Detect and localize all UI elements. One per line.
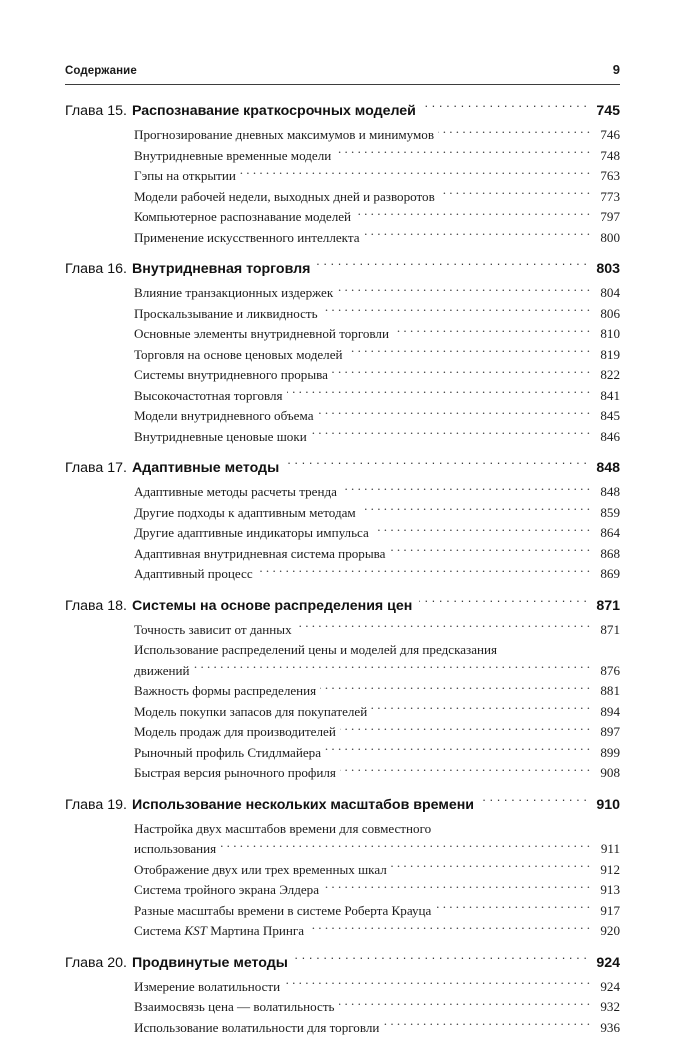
dot-leader bbox=[317, 259, 587, 273]
dot-leader bbox=[320, 682, 590, 695]
dot-leader bbox=[323, 881, 590, 894]
toc-entry-page-number: 810 bbox=[600, 326, 620, 341]
chapter-heading[interactable] bbox=[65, 793, 620, 817]
toc-entry-page-number: 864 bbox=[600, 525, 620, 540]
dot-leader bbox=[257, 565, 590, 578]
toc-entry[interactable] bbox=[134, 997, 620, 1018]
chapter-block bbox=[65, 99, 620, 248]
toc-entry-page-number: 899 bbox=[600, 744, 620, 760]
toc-entry-page-number: 932 bbox=[600, 999, 620, 1014]
toc-entry-page-number: 797 bbox=[600, 209, 620, 224]
chapter-page-number: 871 bbox=[596, 597, 620, 614]
toc-entry-title: Внутридневные временные модели bbox=[134, 147, 332, 163]
chapter-page-number: 745 bbox=[596, 103, 620, 119]
toc-entry-title: Модели рабочей недели, выходных дней и разворотов bbox=[134, 188, 435, 204]
chapter-page-number: 924 bbox=[596, 954, 620, 971]
chapter-label: Глава 16. bbox=[65, 261, 127, 277]
chapter-entry-list bbox=[65, 482, 620, 585]
toc-entry-page-number: 881 bbox=[600, 683, 620, 698]
toc-entry-page-number: 868 bbox=[600, 545, 620, 561]
toc-entry[interactable] bbox=[134, 544, 620, 565]
dot-leader bbox=[335, 146, 590, 159]
toc-entry[interactable] bbox=[134, 125, 620, 146]
toc-entry-title: Система тройного экрана Элдера bbox=[134, 882, 320, 897]
toc-entry-page-number: 859 bbox=[600, 504, 620, 520]
toc-entry[interactable] bbox=[134, 482, 620, 503]
toc-entry[interactable] bbox=[134, 146, 620, 167]
toc-entry-title: Точность зависит от данных bbox=[134, 621, 292, 637]
toc-entry[interactable] bbox=[134, 977, 620, 998]
toc-entry-title: Системы внутридневного прорыва bbox=[134, 367, 328, 382]
toc-entry-title: Важность формы распределения bbox=[134, 683, 317, 698]
toc-entry-page-number: 819 bbox=[600, 346, 620, 362]
toc-entry-title: Применение искусственного интеллекта bbox=[134, 229, 360, 245]
toc-entry-page-number: 897 bbox=[600, 724, 620, 739]
toc-entry-page-number: 848 bbox=[600, 484, 620, 499]
toc-entry-page-number: 746 bbox=[600, 127, 620, 142]
toc-entry[interactable] bbox=[134, 345, 620, 366]
chapter-title: Системы на основе распределения цен bbox=[132, 597, 413, 614]
toc-entry-title: Торговля на основе ценовых моделей bbox=[134, 346, 343, 362]
chapter-heading[interactable] bbox=[65, 257, 620, 281]
toc-entry-title: Влияние транзакционных издержек bbox=[134, 285, 334, 300]
dot-leader bbox=[360, 503, 590, 516]
dot-leader bbox=[340, 723, 590, 736]
toc-entry-title: Разные масштабы времени в системе Роберта Крауца bbox=[134, 902, 432, 918]
toc-entry-title: Взаимосвязь цена — волатильность bbox=[134, 999, 335, 1014]
chapter-title: Продвинутые методы bbox=[132, 954, 288, 971]
dot-leader bbox=[383, 1018, 590, 1031]
toc-entry-title: Измерение волатильности bbox=[134, 978, 281, 994]
toc-entry-title: Основные элементы внутридневной торговли bbox=[134, 326, 389, 341]
toc-entry-title: Модель продаж для производителей bbox=[134, 724, 336, 739]
toc-entry-title-suffix: Мартина Принга bbox=[206, 923, 305, 938]
dot-leader bbox=[332, 366, 590, 379]
toc-entry-title: Модель покупки запасов для покупателей bbox=[134, 703, 368, 719]
dot-leader bbox=[373, 524, 590, 537]
dot-leader bbox=[337, 284, 590, 297]
toc-entry[interactable] bbox=[134, 860, 620, 881]
chapter-label: Глава 17. bbox=[65, 460, 127, 476]
toc-entry[interactable] bbox=[134, 722, 620, 743]
toc-entry[interactable] bbox=[134, 640, 620, 681]
dot-leader bbox=[286, 458, 587, 472]
dot-leader bbox=[347, 345, 590, 358]
toc-entry-title: Отображение двух или трех временных шкал bbox=[134, 861, 387, 877]
chapter-heading[interactable] bbox=[65, 594, 620, 618]
toc-entry-page-number: 913 bbox=[600, 882, 620, 897]
dot-leader bbox=[296, 620, 590, 633]
dot-leader bbox=[340, 764, 590, 777]
toc-entry-page-number: 894 bbox=[600, 703, 620, 719]
dot-leader bbox=[295, 952, 587, 966]
toc-entry-page-number: 908 bbox=[600, 765, 620, 780]
dot-leader bbox=[311, 427, 590, 440]
toc-entry[interactable] bbox=[134, 819, 620, 860]
chapter-title: Адаптивные методы bbox=[132, 460, 280, 476]
chapter-label: Глава 15. bbox=[65, 103, 127, 119]
toc-entry[interactable] bbox=[134, 702, 620, 723]
toc-entry[interactable] bbox=[134, 283, 620, 304]
chapter-label: Глава 19. bbox=[65, 796, 127, 813]
dot-leader bbox=[435, 901, 590, 914]
toc-entry-title: Проскальзывание и ликвидность bbox=[134, 305, 318, 321]
toc-entry-page-number: 800 bbox=[600, 229, 620, 245]
toc-entry-title: Другие адаптивные индикаторы импульса bbox=[134, 525, 369, 540]
toc-entry-title: Использование волатильности для торговли bbox=[134, 1019, 380, 1035]
dot-leader bbox=[220, 840, 590, 853]
chapter-page-number: 848 bbox=[596, 460, 620, 476]
toc-entry-page-number: 846 bbox=[600, 428, 620, 444]
toc-entry[interactable] bbox=[134, 304, 620, 325]
toc-entry-title: Высокочастотная торговля bbox=[134, 387, 283, 403]
toc-entry-page-number: 841 bbox=[600, 387, 620, 403]
toc-entry[interactable] bbox=[134, 207, 620, 228]
chapter-title: Использование нескольких масштабов времени bbox=[132, 796, 475, 813]
dot-leader bbox=[341, 483, 590, 496]
chapter-title: Распознавание краткосрочных моделей bbox=[132, 103, 416, 119]
chapter-entry-list bbox=[65, 283, 620, 447]
chapter-label: Глава 20. bbox=[65, 954, 127, 971]
toc-entry-page-number: 924 bbox=[600, 978, 620, 994]
toc-entry-page-number: 936 bbox=[600, 1019, 620, 1035]
toc-entry-page-number: 845 bbox=[600, 408, 620, 423]
chapter-block bbox=[65, 257, 620, 447]
toc-entry-page-number: 804 bbox=[600, 285, 620, 300]
toc-entry-page-number: 763 bbox=[600, 168, 620, 183]
running-head-title: Содержание bbox=[65, 65, 137, 77]
toc-entry-title-prefix: Система bbox=[134, 923, 185, 938]
dot-leader bbox=[284, 977, 590, 990]
toc-entry-title: Компьютерное распознавание моделей bbox=[134, 209, 352, 224]
chapter-page-number: 803 bbox=[596, 261, 620, 277]
chapter-heading[interactable] bbox=[65, 99, 620, 123]
toc-entry-line2 bbox=[134, 661, 620, 682]
toc-entry[interactable] bbox=[134, 365, 620, 386]
toc-entry-page-number: 920 bbox=[600, 923, 620, 938]
toc-entry-page-number: 773 bbox=[600, 188, 620, 204]
chapter-page-number: 910 bbox=[596, 796, 620, 813]
dot-leader bbox=[423, 101, 587, 115]
toc-entry-title: Адаптивная внутридневная система прорыва bbox=[134, 545, 386, 561]
toc-entry[interactable] bbox=[134, 901, 620, 922]
toc-entry-title-line1: Настройка двух масштабов времени для совместного bbox=[134, 820, 432, 836]
chapter-title: Внутридневная торговля bbox=[132, 261, 311, 277]
toc-entry-title: Прогнозирование дневных максимумов и минимумов bbox=[134, 127, 435, 142]
toc-entry[interactable] bbox=[134, 166, 620, 187]
toc-entry[interactable] bbox=[134, 523, 620, 544]
toc-entry[interactable] bbox=[134, 187, 620, 208]
header-divider bbox=[65, 84, 620, 85]
toc-entry[interactable] bbox=[134, 743, 620, 764]
toc-entry[interactable] bbox=[134, 620, 620, 641]
dot-leader bbox=[391, 860, 590, 873]
toc-entry-page-number: 912 bbox=[600, 861, 620, 877]
toc-entry[interactable] bbox=[134, 921, 620, 942]
page-number: 9 bbox=[612, 62, 620, 77]
toc-entry-title-italic: KST bbox=[184, 923, 207, 938]
toc-entry-page-number: 806 bbox=[600, 305, 620, 321]
toc-entry-title: Адаптивные методы расчеты тренда bbox=[134, 484, 337, 499]
toc-entry[interactable] bbox=[134, 564, 620, 585]
toc-entry-title-line2: использования bbox=[134, 841, 217, 856]
chapter-heading[interactable] bbox=[65, 456, 620, 480]
toc-entry[interactable] bbox=[134, 406, 620, 427]
dot-leader bbox=[194, 661, 590, 674]
chapter-label: Глава 18. bbox=[65, 597, 127, 614]
chapter-block bbox=[65, 951, 620, 1039]
toc-entry[interactable] bbox=[134, 681, 620, 702]
chapter-heading[interactable] bbox=[65, 951, 620, 975]
toc-entry-title: Гэпы на открытии bbox=[134, 168, 236, 183]
dot-leader bbox=[438, 126, 590, 139]
chapter-entry-list bbox=[65, 819, 620, 942]
toc-entry[interactable] bbox=[134, 503, 620, 524]
dot-leader bbox=[371, 702, 590, 715]
toc-entry-title-line1: Использование распределений цены и моделей для предсказания bbox=[134, 642, 498, 657]
running-head bbox=[65, 62, 620, 77]
table-of-contents bbox=[65, 99, 620, 1047]
dot-leader bbox=[308, 922, 590, 935]
toc-entry-title-line2: движений bbox=[134, 662, 190, 678]
toc-entry[interactable] bbox=[134, 880, 620, 901]
toc-entry-title bbox=[134, 921, 304, 942]
toc-entry-title: Быстрая версия рыночного профиля bbox=[134, 765, 336, 780]
chapter-block bbox=[65, 456, 620, 585]
chapter-entry-list bbox=[65, 977, 620, 1039]
toc-entry-title: Рыночный профиль Стидлмайера bbox=[134, 744, 322, 760]
toc-entry-title: Внутридневные ценовые шоки bbox=[134, 428, 307, 444]
toc-entry-title: Адаптивный процесс bbox=[134, 566, 253, 581]
toc-entry-title: Модели внутридневного объема bbox=[134, 408, 314, 423]
toc-entry-page-number: 911 bbox=[600, 841, 620, 856]
dot-leader bbox=[322, 304, 590, 317]
dot-leader bbox=[481, 794, 587, 808]
dot-leader bbox=[240, 167, 590, 180]
chapter-entry-list bbox=[65, 125, 620, 248]
toc-entry[interactable] bbox=[134, 763, 620, 784]
toc-entry-line2 bbox=[134, 839, 620, 860]
toc-entry[interactable] bbox=[134, 386, 620, 407]
dot-leader bbox=[325, 743, 590, 756]
dot-leader bbox=[419, 595, 587, 609]
toc-entry-title: Другие подходы к адаптивным методам bbox=[134, 504, 356, 520]
dot-leader bbox=[439, 187, 590, 200]
dot-leader bbox=[364, 228, 590, 241]
dot-leader bbox=[287, 386, 590, 399]
chapter-block bbox=[65, 793, 620, 942]
dot-leader bbox=[393, 325, 590, 338]
toc-entry[interactable] bbox=[134, 228, 620, 249]
toc-entry-page-number: 917 bbox=[600, 902, 620, 918]
toc-entry[interactable] bbox=[134, 324, 620, 345]
toc-entry-page-number: 748 bbox=[600, 147, 620, 163]
chapter-entry-list bbox=[65, 620, 620, 784]
toc-entry-page-number: 869 bbox=[600, 566, 620, 581]
toc-entry[interactable] bbox=[134, 1018, 620, 1039]
dot-leader bbox=[355, 208, 590, 221]
chapter-block bbox=[65, 594, 620, 784]
toc-entry-page-number: 871 bbox=[600, 621, 620, 637]
dot-leader bbox=[318, 407, 590, 420]
toc-entry-page-number: 822 bbox=[600, 367, 620, 382]
toc-entry-page-number: 876 bbox=[600, 662, 620, 678]
dot-leader bbox=[389, 544, 590, 557]
toc-entry[interactable] bbox=[134, 427, 620, 448]
